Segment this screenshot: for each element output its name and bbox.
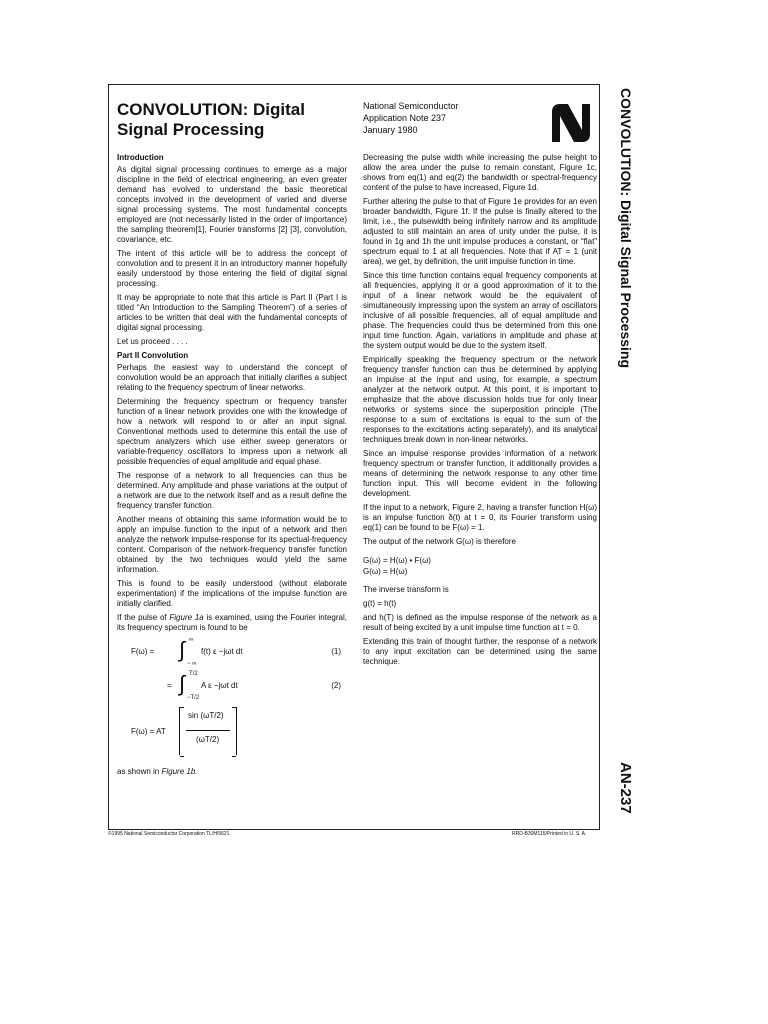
- text-span: as shown in: [117, 767, 160, 776]
- intro-heading: Introduction: [117, 153, 164, 162]
- equation-number: (1): [331, 647, 341, 656]
- paragraph: Since this time function contains equal frequency components at all frequencies, applying it or a good approximation of it to the input of a linear network would be the equivalent of simultaneously impressing upon the system an array of oscillators inclusive of all possible frequencies, all of equal amplitude and phase. The frequencies could thus be determined from this one input time function. Again, variations in amplitude and phase at the system output would be due to the system itself.: [363, 271, 597, 350]
- equation-lhs: F(ω) =: [131, 647, 155, 656]
- integral-symbol: ∫: [179, 671, 186, 696]
- equation-block: [363, 555, 597, 577]
- equation-line: G(ω) = H(ω) • F(ω): [363, 556, 431, 565]
- paragraph: The output of the network G(ω) is therefore: [363, 537, 516, 546]
- equation-2: [117, 673, 347, 701]
- fraction-numerator: sin (ωT/2): [188, 711, 224, 720]
- equation-1: [117, 639, 347, 667]
- figure-reference: Figure 1b.: [161, 767, 198, 776]
- paragraph: Perhaps the easiest way to understand the concept of convolution would be an approach that initially clarifies a subject relating to the frequency spectrum of linear networks.: [117, 363, 347, 392]
- paragraph: Another means of obtaining this same information would be to apply an impulse function to the input of a network and then analyze the network impulse-response for its spectual-frequency content. Comparison of the network-frequency transfer function obtained by the two techniques would yield the same information.: [117, 515, 347, 574]
- equation-body: A ε −jωt dt: [201, 681, 238, 690]
- side-an-number: [612, 762, 636, 824]
- footer-print-code: RRD-B30M115/Printed in U. S. A.: [512, 831, 587, 837]
- integral-lower-limit: − ∞: [187, 661, 197, 667]
- footer-copyright: ©1995 National Semiconductor Corporation TL/H/5621: [108, 831, 230, 837]
- paragraph: This is found to be easily understood (without elaborate experimentation) if the implications of the impulse function are initially clarified.: [117, 579, 347, 608]
- integral-lower-limit: −T/2: [187, 695, 200, 701]
- equation-line: G(ω) = H(ω): [363, 567, 408, 576]
- paragraph: Extending this train of thought further, the response of a network to any input excitation can be determined using the same technique.: [363, 637, 597, 666]
- integral-upper-limit: T/2: [189, 671, 198, 677]
- part2-heading: Part II Convolution: [117, 351, 189, 360]
- paragraph: The response of a network to all frequencies can thus be determined. Any amplitude and phase variations at the output of a network are due to the network itself and as a result define the frequency transfer function.: [117, 471, 347, 510]
- fraction-denominator: (ωT/2): [196, 735, 220, 744]
- paragraph: Since an impulse response provides information of a network frequency spectrum or transfer function, it additionally provides a means of determining the network response to any other time function input. This will become evident in the following development.: [363, 449, 597, 498]
- text-span: If the pulse of: [117, 613, 167, 622]
- left-column: [117, 153, 347, 781]
- equation-lhs: F(ω) = AT: [131, 727, 166, 736]
- equation-line: g(t) = h(t): [363, 599, 397, 608]
- paragraph: The inverse transform is: [363, 585, 449, 594]
- integral-symbol: ∫: [179, 637, 186, 662]
- paragraph: Decreasing the pulse width while increasing the pulse height to allow the area under the pulse to remain constant, Figure 1c, shows from eq(1) and eq(2) the bandwidth or spectral-frequency content of the pulse to have increased, Figure 1d.: [363, 153, 597, 192]
- side-an-text: AN-237: [617, 762, 634, 814]
- publication-date: January 1980: [363, 125, 418, 135]
- company-name: National Semiconductor: [363, 101, 459, 111]
- equation-lhs: =: [167, 681, 172, 690]
- paragraph: Let us proceed . . . .: [117, 337, 188, 346]
- national-semiconductor-logo-icon: [548, 100, 594, 146]
- header-meta: [363, 100, 459, 136]
- fraction-bar: [186, 730, 230, 731]
- text-span: is examined, using the Fourier integral, its frequency spectrum is found to be: [117, 613, 347, 632]
- equation-body: f(t) ε −jωt dt: [201, 647, 243, 656]
- paragraph: [117, 767, 347, 777]
- paragraph: It may be appropriate to note that this article is Part II (Part I is titled “An Introduction to the Sampling Theorem”) of a series of articles to be written that deal with the fundamental concepts of digital signal processing.: [117, 293, 347, 332]
- side-title: [612, 88, 636, 388]
- paragraph: The intent of this article will be to address the concept of convolution and to present it in an introductory manner hopefully easily understood by those entering the field of digital signal processing.: [117, 249, 347, 288]
- paragraph: If the input to a network, Figure 2, having a transfer function H(ω) is an impulse function δ(t) at t = 0, its Fourier transform using eq(1) can be found to be F(ω) = 1.: [363, 503, 597, 532]
- paragraph: Further altering the pulse to that of Figure 1e provides for an even broader bandwidth, Figure 1f. If the pulse is finally altered to the limit, i.e., the pulsewidth being infinitely narrow and its amplitude adjusted to still maintain an area of unity under the pulse, it is found in 1g and 1h the unit impulse produces a constant, or “flat” spectrum equal to 1 at all frequencies. Note that if AT = 1 (unit area), we get, by definition, the unit impulse function in time.: [363, 197, 597, 266]
- equation-number: (2): [331, 681, 341, 690]
- paragraph: Empirically speaking the frequency spectrum or the network frequency transfer function can thus be determined by applying an impulse at the input and using, for example, a spectrum analyzer at the network output. At this point, it is important to emphasize that the above discussion holds true for only linear networks or systems since the superposition principle (The response to a sum of excitations is equal to the sum of the responses to the excitations acting separately), and its analytical techniques break down in non-linear networks.: [363, 355, 597, 444]
- application-note-number: Application Note 237: [363, 113, 447, 123]
- paragraph: and h(T) is defined as the impulse response of the network as a result of being excited by a unit impulse time function at t = 0.: [363, 613, 597, 632]
- side-title-text: CONVOLUTION: Digital Signal Processing: [618, 88, 634, 369]
- paragraph: [117, 613, 347, 633]
- equation-3: [117, 707, 347, 759]
- paragraph: As digital signal processing continues to emerge as a major discipline in the field of electrical engineering, an even greater demand has evolved to understand the basic theoretical concepts involved in the development of varied and diverse signal processing systems. The most fundamental concepts employed are (not necessarily listed in the order of importance) the sampling theorem[1], Fourier transforms [2] [3], convolution, covariance, etc.: [117, 165, 347, 244]
- figure-reference: Figure 1a: [169, 613, 204, 622]
- document-title: CONVOLUTION: Digital Signal Processing: [117, 100, 305, 139]
- right-column: [363, 153, 597, 671]
- paragraph: Determining the frequency spectrum or frequency transfer function of a linear network provides one with the knowledge of how a network will respond to or alter an input signal. Conventional methods used to determine this entail the use of spectrum analyzers which use either sweep generators or variable-frequency oscillators to impress upon a network all possible frequencies of equal amplitude and equal phase.: [117, 397, 347, 466]
- bracket: [179, 707, 237, 755]
- integral-upper-limit: ∞: [189, 637, 194, 643]
